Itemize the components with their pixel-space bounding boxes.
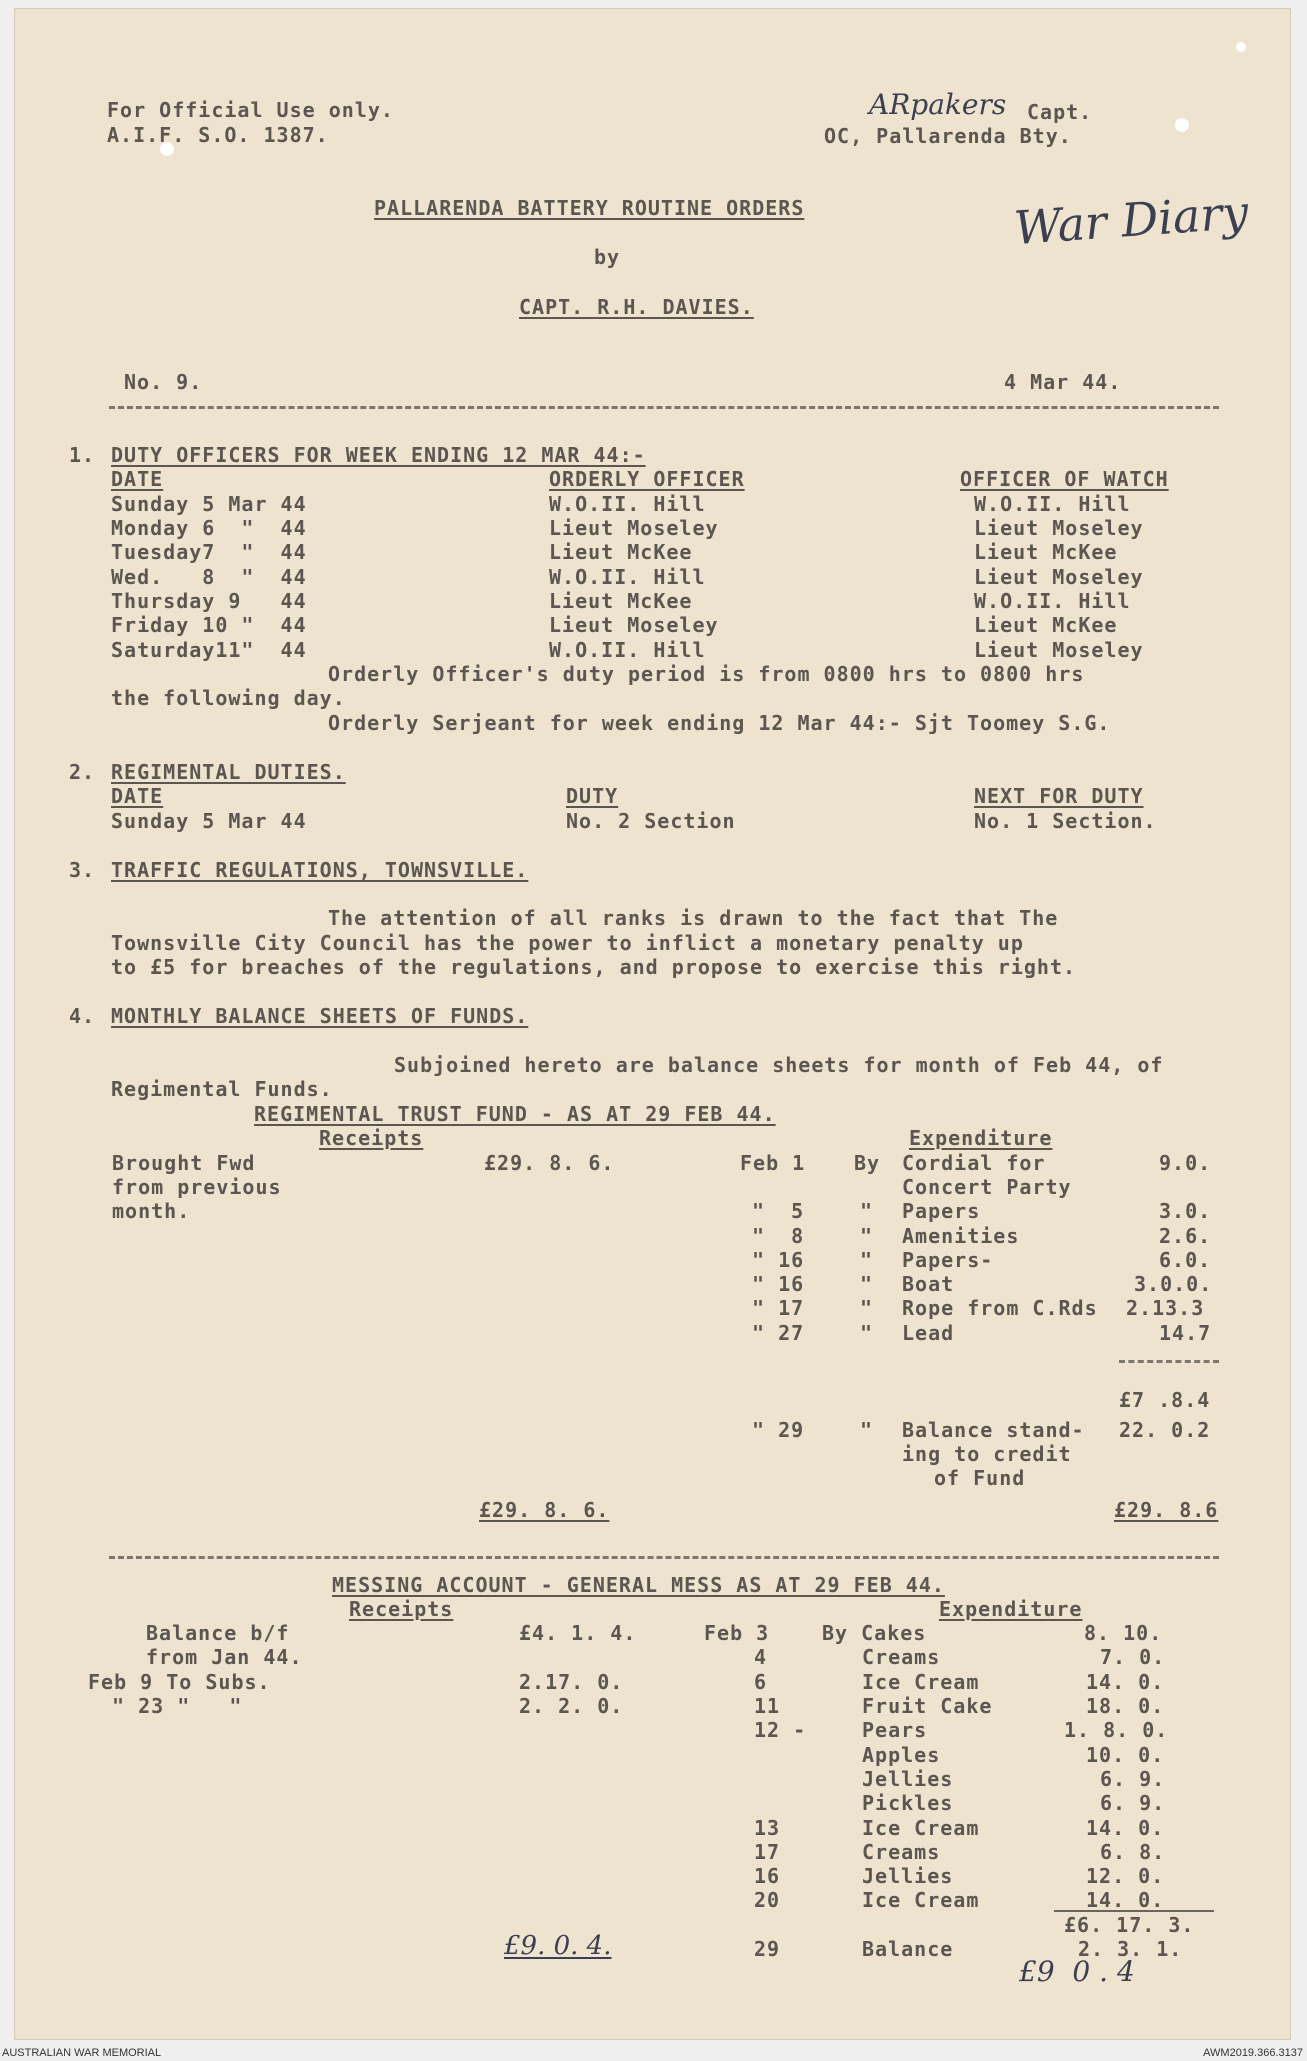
fund-title: MESSING ACCOUNT - GENERAL MESS AS AT 29 FEB 44.: [332, 1573, 945, 1597]
expense-amount: 2.13.3: [1126, 1296, 1205, 1320]
duty-row-date: Saturday11" 44: [111, 638, 307, 662]
expense-amount: 14.7: [1159, 1321, 1212, 1345]
duty-row-orderly: Lieut McKee: [549, 540, 693, 564]
orderly-serjeant-note: Orderly Serjeant for week ending 12 Mar 44:- Sjt Toomey S.G.: [328, 711, 1111, 735]
balance-amount: 2. 3. 1.: [1078, 1937, 1183, 1961]
expense-amount: 6. 8.: [1100, 1840, 1166, 1864]
duty-row-watch: Lieut Moseley: [974, 516, 1144, 540]
expense-date: 13: [754, 1816, 781, 1840]
expense-item: Jellies: [862, 1864, 954, 1888]
expense-item: Rope from C.Rds: [902, 1296, 1098, 1320]
expense-item: Ice Cream: [862, 1816, 980, 1840]
duty-row-orderly: W.O.II. Hill: [549, 638, 706, 662]
expense-by: ": [860, 1321, 874, 1345]
divider: [109, 1556, 1219, 1559]
expense-amount: 14. 0.: [1086, 1816, 1165, 1840]
punch-hole: [1236, 42, 1246, 52]
duty-row-orderly: W.O.II. Hill: [549, 492, 706, 516]
expense-amount: 6. 9.: [1100, 1767, 1166, 1791]
expense-item: Pickles: [862, 1791, 954, 1815]
expenditure-total: £29. 8.6: [1114, 1498, 1219, 1522]
receipts-total: £29. 8. 6.: [479, 1498, 610, 1522]
expense-amount: 14. 0.: [1086, 1670, 1165, 1694]
footer-accession-number: AWM2019.366.3137: [1203, 2047, 1303, 2059]
expense-item: Boat: [902, 1272, 955, 1296]
regimental-duty-section: No. 2 Section: [566, 809, 736, 833]
expense-date: " 8: [752, 1224, 805, 1248]
paragraph-line: Regimental Funds.: [111, 1077, 333, 1101]
balance-label: of Fund: [934, 1466, 1026, 1490]
expense-by: ": [860, 1224, 874, 1248]
expense-item: Fruit Cake: [862, 1694, 993, 1718]
order-date: 4 Mar 44.: [1004, 370, 1122, 394]
fund-title: REGIMENTAL TRUST FUND - AS AT 29 FEB 44.: [254, 1102, 776, 1126]
balance-label: Balance: [862, 1937, 954, 1961]
expense-date: " 27: [752, 1321, 805, 1345]
signatory-unit: OC, Pallarenda Bty.: [824, 124, 1072, 148]
paragraph-line: Subjoined hereto are balance sheets for month of Feb 44, of: [394, 1053, 1164, 1077]
duty-row-watch: Lieut Moseley: [974, 565, 1144, 589]
duty-row-orderly: Lieut McKee: [549, 589, 693, 613]
duty-period-note-cont: the following day.: [111, 686, 346, 710]
expense-date: 12 -: [754, 1718, 807, 1742]
expense-amount: 6.0.: [1159, 1248, 1212, 1272]
signatory-rank: Capt.: [1027, 100, 1093, 124]
duty-row-date: Wed. 8 " 44: [111, 565, 307, 589]
expense-item: Ice Cream: [862, 1888, 980, 1912]
expense-item: Concert Party: [902, 1175, 1072, 1199]
expense-date: " 5: [752, 1199, 805, 1223]
balance-amount: 22. 0.2: [1119, 1418, 1211, 1442]
expense-amount: 3.0.: [1159, 1199, 1212, 1223]
receipt-label: month.: [112, 1199, 191, 1223]
balance-label: Balance stand-: [902, 1418, 1085, 1442]
subtotal-rule: [1119, 1360, 1219, 1363]
expense-by: ": [860, 1296, 874, 1320]
receipt-amount: 2.17. 0.: [519, 1670, 624, 1694]
section-title: REGIMENTAL DUTIES.: [111, 760, 346, 784]
expense-date: 4: [754, 1645, 768, 1669]
expense-date: Feb 1: [740, 1151, 806, 1175]
receipt-label: Feb 9 To Subs.: [88, 1670, 271, 1694]
expense-item: Lead: [902, 1321, 955, 1345]
expense-by: By: [854, 1151, 881, 1175]
section-title: DUTY OFFICERS FOR WEEK ENDING 12 MAR 44:-: [111, 443, 646, 467]
classification-line: For Official Use only.: [107, 98, 394, 122]
regimental-next-section: No. 1 Section.: [974, 809, 1157, 833]
receipt-label: Balance b/f: [146, 1621, 290, 1645]
expense-date: 16: [754, 1864, 781, 1888]
expense-date: Feb 3: [704, 1621, 770, 1645]
duty-row-date: Friday 10 " 44: [111, 613, 307, 637]
column-header-date: DATE: [111, 784, 164, 808]
receipt-amount: 2. 2. 0.: [519, 1694, 624, 1718]
section-number: 4.: [69, 1004, 96, 1028]
column-header-next-for-duty: NEXT FOR DUTY: [974, 784, 1144, 808]
duty-row-orderly: Lieut Moseley: [549, 516, 719, 540]
expense-date: " 17: [752, 1296, 805, 1320]
duty-row-date: Monday 6 " 44: [111, 516, 307, 540]
punch-hole: [1175, 118, 1189, 132]
receipt-label: from Jan 44.: [146, 1645, 303, 1669]
section-number: 3.: [69, 858, 96, 882]
issuing-officer: CAPT. R.H. DAVIES.: [519, 295, 754, 319]
duty-row-date: Sunday 5 Mar 44: [111, 492, 307, 516]
duty-row-watch: W.O.II. Hill: [974, 589, 1131, 613]
balance-date: " 29: [752, 1418, 805, 1442]
handwritten-signature: ARpakers: [869, 88, 1007, 121]
section-title: TRAFFIC REGULATIONS, TOWNSVILLE.: [111, 858, 529, 882]
expense-item: Amenities: [902, 1224, 1020, 1248]
expense-by: ": [860, 1272, 874, 1296]
document-title: PALLARENDA BATTERY ROUTINE ORDERS: [374, 196, 805, 220]
divider: [109, 406, 1219, 409]
balance-date: 29: [754, 1937, 781, 1961]
receipt-amount: £29. 8. 6.: [484, 1151, 615, 1175]
duty-period-note: Orderly Officer's duty period is from 0800 hrs to 0800 hrs: [328, 662, 1085, 686]
expenditure-header: Expenditure: [939, 1597, 1083, 1621]
section-number: 1.: [69, 443, 96, 467]
receipt-label: " 23 " ": [112, 1694, 243, 1718]
expense-item: Creams: [862, 1840, 941, 1864]
expense-amount: 3.0.0.: [1134, 1272, 1213, 1296]
expense-by: ": [860, 1248, 874, 1272]
receipts-header: Receipts: [319, 1126, 424, 1150]
expense-amount: 14. 0.: [1086, 1888, 1165, 1912]
expense-amount: 9.0.: [1159, 1151, 1212, 1175]
paragraph-line: Townsville City Council has the power to inflict a monetary penalty up: [111, 931, 1024, 955]
column-header-date: DATE: [111, 467, 164, 491]
expense-subtotal: £6. 17. 3.: [1064, 1913, 1195, 1937]
title-by: by: [594, 245, 621, 269]
expense-date: 20: [754, 1888, 781, 1912]
reference-line: A.I.F. S.O. 1387.: [107, 123, 329, 147]
footer-institution: AUSTRALIAN WAR MEMORIAL: [2, 2047, 162, 2059]
duty-row-date: Thursday 9 44: [111, 589, 307, 613]
expense-amount: 8. 10.: [1084, 1621, 1163, 1645]
column-header-duty: DUTY: [566, 784, 619, 808]
expense-item: Ice Cream: [862, 1670, 980, 1694]
expense-subtotal: £7 .8.4: [1119, 1388, 1211, 1412]
expense-date: " 16: [752, 1248, 805, 1272]
expense-date: 17: [754, 1840, 781, 1864]
column-header-orderly-officer: ORDERLY OFFICER: [549, 467, 745, 491]
expense-amount: 18. 0.: [1086, 1694, 1165, 1718]
paragraph-line: to £5 for breaches of the regulations, and propose to exercise this right.: [111, 955, 1077, 979]
expense-date: 11: [754, 1694, 781, 1718]
section-number: 2.: [69, 760, 96, 784]
receipt-label: Brought Fwd: [112, 1151, 256, 1175]
expense-amount: 6. 9.: [1100, 1791, 1166, 1815]
handwritten-war-diary: War Diary: [1012, 184, 1250, 256]
expense-amount: 1. 8. 0.: [1064, 1718, 1169, 1742]
expense-date: " 16: [752, 1272, 805, 1296]
receipts-header: Receipts: [349, 1597, 454, 1621]
expense-date: 6: [754, 1670, 768, 1694]
duty-row-orderly: W.O.II. Hill: [549, 565, 706, 589]
expense-amount: 2.6.: [1159, 1224, 1212, 1248]
balance-label: ing to credit: [902, 1442, 1072, 1466]
expense-item: Cordial for: [902, 1151, 1046, 1175]
expense-item: Papers-: [902, 1248, 994, 1272]
receipt-amount: £4. 1. 4.: [519, 1621, 637, 1645]
expenditure-header: Expenditure: [909, 1126, 1053, 1150]
duty-row-watch: Lieut McKee: [974, 540, 1118, 564]
duty-row-orderly: Lieut Moseley: [549, 613, 719, 637]
expense-amount: 10. 0.: [1086, 1743, 1165, 1767]
expense-amount: 12. 0.: [1086, 1864, 1165, 1888]
expense-item: By Cakes: [822, 1621, 927, 1645]
balance-by: ": [860, 1418, 874, 1442]
duty-row-watch: W.O.II. Hill: [974, 492, 1131, 516]
receipt-label: from previous: [112, 1175, 282, 1199]
duty-row-watch: Lieut McKee: [974, 613, 1118, 637]
expense-item: Jellies: [862, 1767, 954, 1791]
duty-row-watch: Lieut Moseley: [974, 638, 1144, 662]
handwritten-expenditure-total: £9 0 . 4: [1019, 1955, 1135, 1988]
column-header-officer-of-watch: OFFICER OF WATCH: [960, 467, 1169, 491]
expense-by: ": [860, 1199, 874, 1223]
duty-row-date: Tuesday7 " 44: [111, 540, 307, 564]
expense-item: Apples: [862, 1743, 941, 1767]
document-sheet: [14, 8, 1291, 2040]
section-title: MONTHLY BALANCE SHEETS OF FUNDS.: [111, 1004, 529, 1028]
order-number: No. 9.: [124, 370, 203, 394]
expense-item: Creams: [862, 1645, 941, 1669]
regimental-duty-date: Sunday 5 Mar 44: [111, 809, 307, 833]
subtotal-rule: [1054, 1910, 1214, 1912]
handwritten-receipts-total: £9. 0. 4.: [504, 1931, 612, 1961]
paragraph-line: The attention of all ranks is drawn to the fact that The: [328, 906, 1059, 930]
expense-amount: 7. 0.: [1100, 1645, 1166, 1669]
expense-item: Papers: [902, 1199, 981, 1223]
expense-item: Pears: [862, 1718, 928, 1742]
